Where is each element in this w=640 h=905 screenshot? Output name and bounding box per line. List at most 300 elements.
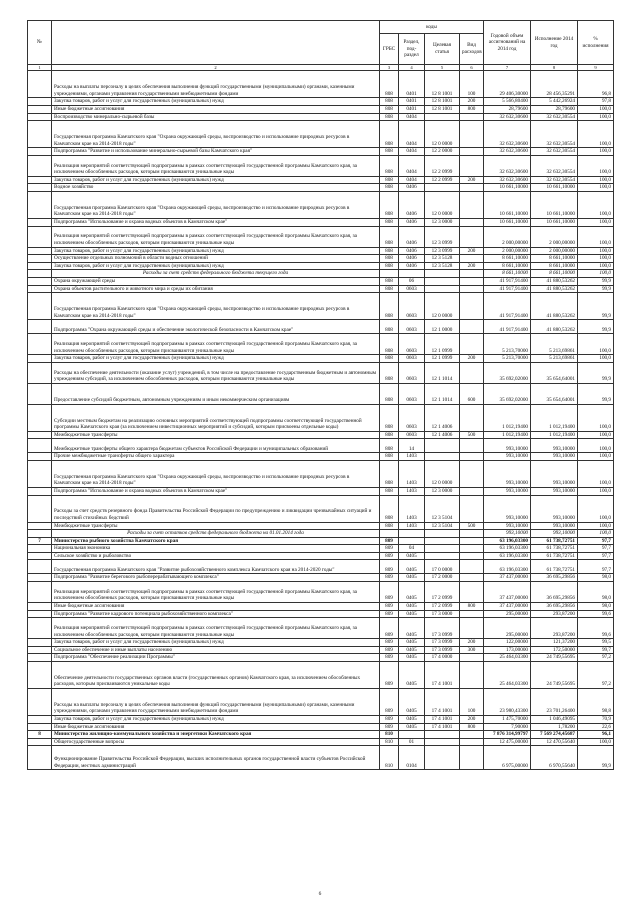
row-ispoln: 32 632,30554: [531, 121, 578, 148]
row-vr: [460, 487, 484, 495]
row-name: Государственная программа Камчатского края "Развитие рыбохозяйственного комплекса Камчатского края на 2014-2020 годы": [52, 560, 380, 574]
row-csr: 12 0 0000: [425, 460, 460, 487]
header-csr: Целевая статья: [425, 34, 460, 65]
row-csr: 12 8 1001: [425, 71, 460, 98]
table-row: [28, 106, 614, 114]
row-number: [28, 106, 52, 114]
row-plan: 32 632,30600: [484, 121, 531, 148]
row-csr: 17 3 0000: [425, 610, 460, 618]
row-razdel: 0405: [399, 560, 425, 574]
row-plan: 41 917,91400: [484, 277, 531, 285]
row-plan: 35 692,02000: [484, 362, 531, 383]
row-csr: 17 3 0999: [425, 618, 460, 639]
row-csr: 17 4 1001: [425, 689, 460, 716]
row-razdel: [399, 731, 425, 739]
row-ispoln: 7 569 274,45687: [531, 731, 578, 739]
row-number: [28, 530, 52, 538]
row-pct: 100,0: [578, 460, 614, 487]
row-razdel: 0603: [399, 362, 425, 383]
budget-table: [27, 20, 614, 770]
row-ispoln: 61 738,72751: [531, 560, 578, 574]
row-razdel: 0603: [399, 404, 425, 431]
row-csr: 12 1 1014: [425, 383, 460, 404]
row-csr: 12 3 5128: [425, 255, 460, 263]
row-vr: [460, 277, 484, 285]
row-pct: 100,0: [578, 453, 614, 461]
table-row: [28, 247, 614, 255]
row-vr: [460, 574, 484, 582]
row-razdel: 0406: [399, 218, 425, 226]
row-number: [28, 148, 52, 156]
row-csr: 12 0 0000: [425, 293, 460, 320]
row-grbs: 808: [380, 320, 399, 334]
row-name: Расходы за счет остатков средств федерального бюджета на 01.01.2014 года: [52, 530, 380, 538]
row-number: [28, 603, 52, 611]
row-name: Подпрограмма "Охрана окружающей среды и обеспечение экологической безопасности в Камчатском крае": [52, 320, 380, 334]
row-grbs: 810: [380, 738, 399, 746]
row-grbs: 808: [380, 293, 399, 320]
row-number: [28, 191, 52, 218]
row-name: Расходы за счет средств федерального бюджета текущего года: [52, 270, 380, 278]
row-vr: [460, 460, 484, 487]
row-vr: 800: [460, 106, 484, 114]
row-plan: 993,10000: [484, 487, 531, 495]
header-name: [52, 21, 380, 65]
row-ispoln: 5 213,69861: [531, 355, 578, 363]
row-csr: 12 3 0999: [425, 226, 460, 247]
row-name: Подпрограмма "Развитие кадрового потенциала рыбохозяйственного комплекса": [52, 610, 380, 618]
row-razdel: 0406: [399, 262, 425, 270]
row-name: Закупка товаров, работ и услуг для государственных (муниципальных) нужд: [52, 262, 380, 270]
row-grbs: 809: [380, 618, 399, 639]
row-plan: 993,10000: [484, 530, 531, 538]
row-vr: [460, 404, 484, 431]
row-csr: [425, 113, 460, 121]
row-name: Иные бюджетные ассигнования: [52, 106, 380, 114]
row-plan: 5 213,70000: [484, 355, 531, 363]
row-number: [28, 495, 52, 522]
row-vr: 200: [460, 98, 484, 106]
column-number-cell: 2: [52, 65, 380, 71]
row-csr: 12 2 0999: [425, 155, 460, 176]
row-vr: [460, 560, 484, 574]
table-row: [28, 610, 614, 618]
table-row: [28, 560, 614, 574]
row-razdel: 0405: [399, 618, 425, 639]
row-plan: 6 975,00000: [484, 746, 531, 770]
table-row: [28, 155, 614, 176]
row-number: [28, 582, 52, 603]
row-plan: 295,00000: [484, 610, 531, 618]
row-number: [28, 453, 52, 461]
header-vr: Вид расходов: [460, 34, 484, 65]
row-razdel: 0104: [399, 746, 425, 770]
row-plan: 63 196,03300: [484, 560, 531, 574]
row-ispoln: 293,87200: [531, 610, 578, 618]
row-csr: [425, 530, 460, 538]
row-csr: 12 0 0000: [425, 191, 460, 218]
row-pct: 96,1: [578, 731, 614, 739]
row-plan: 295,00000: [484, 618, 531, 639]
row-number: [28, 431, 52, 439]
row-csr: [425, 552, 460, 560]
row-plan: 32 632,30600: [484, 155, 531, 176]
row-name: Субсидии местным бюджетам на реализацию основных мероприятий соответствующей подпрограммы соответствующей государственной программы Камчатского края (за исключением инвестиционных мероприятий и субсидий, которым присвоены отдельные коды): [52, 404, 380, 431]
row-ispoln: 6 970,55640: [531, 746, 578, 770]
row-plan: 993,10000: [484, 453, 531, 461]
row-csr: [425, 277, 460, 285]
row-number: [28, 362, 52, 383]
table-row: [28, 98, 614, 106]
row-name: Подпрограмма "Обеспечение реализации Программы": [52, 654, 380, 662]
row-grbs: 809: [380, 689, 399, 716]
row-razdel: 0603: [399, 383, 425, 404]
row-plan: 173,00000: [484, 646, 531, 654]
row-grbs: 808: [380, 439, 399, 453]
table-row: [28, 362, 614, 383]
table-row: [28, 383, 614, 404]
table-body: [28, 71, 614, 770]
row-plan: 7 876 314,99797: [484, 731, 531, 739]
row-razdel: 0405: [399, 603, 425, 611]
row-name: Государственная программа Камчатского края "Охрана окружающей среды, воспроизводство и использование природных ресурсов в Камчатском крае на 2014-2018 годы": [52, 191, 380, 218]
header-ispoln: Исполнение 2014 год: [531, 21, 578, 65]
row-name: Реализация мероприятий соответствующей подпрограммы в рамках соответствующей государственной программы Камчатского края, за исключением обособленных расходов, которым присваиваются уникальные коды: [52, 226, 380, 247]
row-name: Государственная программа Камчатского края "Охрана окружающей среды, воспроизводство и использование природных ресурсов в Камчатском крае на 2014-2018 годы": [52, 293, 380, 320]
row-razdel: 1403: [399, 460, 425, 487]
row-razdel: 0404: [399, 121, 425, 148]
table-row: [28, 148, 614, 156]
row-grbs: 808: [380, 191, 399, 218]
row-ispoln: 61 738,72751: [531, 545, 578, 553]
row-name: Обеспечение деятельности государственных органов власти (государственных органов) Камчатского края, за исключением обособленных расходов, которым присваиваются уникальные коды: [52, 662, 380, 689]
row-pct: 100,0: [578, 262, 614, 270]
row-number: [28, 560, 52, 574]
table-row: [28, 716, 614, 724]
row-grbs: 808: [380, 98, 399, 106]
row-vr: [460, 654, 484, 662]
row-number: [28, 574, 52, 582]
row-csr: [425, 184, 460, 192]
row-razdel: 04: [399, 545, 425, 553]
row-grbs: 808: [380, 226, 399, 247]
row-csr: 12 1 0999: [425, 355, 460, 363]
row-csr: 12 8 1001: [425, 106, 460, 114]
table-row: [28, 460, 614, 487]
row-vr: 500: [460, 522, 484, 530]
row-grbs: 808: [380, 404, 399, 431]
row-vr: [460, 495, 484, 522]
table-row: [28, 262, 614, 270]
row-number: [28, 618, 52, 639]
row-pct: 97,2: [578, 654, 614, 662]
row-plan: 25 464,03300: [484, 662, 531, 689]
row-name: Реализация мероприятий соответствующей подпрограммы в рамках соответствующей государственной программы Камчатского края, за исключением обособленных расходов, которым присваиваются уникальные коды: [52, 334, 380, 355]
row-name: Закупка товаров, работ и услуг для государственных (муниципальных) нужд: [52, 247, 380, 255]
header-codes: коды: [380, 21, 484, 34]
row-razdel: 0406: [399, 184, 425, 192]
row-csr: 12 1 1014: [425, 362, 460, 383]
row-csr: 12 3 5128: [425, 262, 460, 270]
row-plan: 41 917,91400: [484, 285, 531, 293]
row-vr: [460, 738, 484, 746]
row-plan: 1 012,19400: [484, 404, 531, 431]
row-vr: [460, 218, 484, 226]
row-csr: 12 3 0000: [425, 487, 460, 495]
row-pct: 97,7: [578, 560, 614, 574]
row-razdel: 0401: [399, 71, 425, 98]
row-grbs: 809: [380, 646, 399, 654]
row-grbs: 808: [380, 362, 399, 383]
row-vr: 800: [460, 723, 484, 731]
row-number: [28, 610, 52, 618]
row-grbs: 808: [380, 495, 399, 522]
table-row: [28, 654, 614, 662]
row-razdel: 0404: [399, 148, 425, 156]
row-pct: 100,0: [578, 355, 614, 363]
column-number-cell: 8: [531, 65, 578, 71]
row-plan: 12 475,00000: [484, 738, 531, 746]
row-name: Общегосударственные вопросы: [52, 738, 380, 746]
row-csr: 12 1 0000: [425, 320, 460, 334]
row-number: [28, 522, 52, 530]
row-grbs: 808: [380, 155, 399, 176]
row-pct: 99,7: [578, 646, 614, 654]
row-number: 8: [28, 731, 52, 739]
row-pct: 98,0: [578, 582, 614, 603]
row-ispoln: 993,10000: [531, 453, 578, 461]
row-ispoln: 2 000,00000: [531, 226, 578, 247]
table-row: [28, 582, 614, 603]
row-vr: 300: [460, 646, 484, 654]
header-razdel: Раздел, под-раздел: [399, 34, 425, 65]
row-name: Подпрограмма "Использование и охрана водных объектов в Камчатском крае": [52, 487, 380, 495]
row-plan: 7,90000: [484, 723, 531, 731]
row-ispoln: 1 012,19400: [531, 431, 578, 439]
row-name: Подпрограмма "Использование и охрана водных объектов в Камчатском крае": [52, 218, 380, 226]
table-row: [28, 530, 614, 538]
row-ispoln: 24 749,55695: [531, 654, 578, 662]
row-grbs: 809: [380, 537, 399, 545]
table-row: [28, 270, 614, 278]
row-vr: 500: [460, 431, 484, 439]
row-pct: 98,8: [578, 689, 614, 716]
row-name: Сельское хозяйство и рыболовство: [52, 552, 380, 560]
row-grbs: 808: [380, 148, 399, 156]
row-csr: 17 4 1001: [425, 716, 460, 724]
row-vr: [460, 537, 484, 545]
row-razdel: 0405: [399, 582, 425, 603]
row-vr: [460, 362, 484, 383]
row-name: Расходы на обеспечение деятельности (оказание услуг) учреждений, в том числе на предоставление государственным бюджетным и автономным учреждениям субсидий, за исключением обособленных расходов, которым присваиваются уникальные коды: [52, 362, 380, 383]
row-grbs: 808: [380, 453, 399, 461]
row-razdel: 0603: [399, 431, 425, 439]
row-razdel: 0603: [399, 293, 425, 320]
row-pct: 97,2: [578, 662, 614, 689]
page-number: 6: [318, 891, 322, 897]
row-csr: 17 3 0999: [425, 646, 460, 654]
row-vr: [460, 662, 484, 689]
row-grbs: 809: [380, 582, 399, 603]
row-number: [28, 689, 52, 716]
row-grbs: 808: [380, 383, 399, 404]
row-vr: 600: [460, 383, 484, 404]
row-ispoln: 32 632,30554: [531, 155, 578, 176]
row-name: Социальное обеспечение и иные выплаты населению: [52, 646, 380, 654]
row-plan: 1 012,19400: [484, 431, 531, 439]
row-vr: 200: [460, 262, 484, 270]
row-csr: [425, 738, 460, 746]
row-csr: 17 4 1001: [425, 662, 460, 689]
row-grbs: [380, 270, 399, 278]
row-pct: 99,6: [578, 618, 614, 639]
row-csr: 17 2 0999: [425, 603, 460, 611]
row-name: Осуществление отдельных полномочий в области водных отношений: [52, 255, 380, 263]
row-ispoln: 41 880,53262: [531, 285, 578, 293]
row-pct: 98,0: [578, 574, 614, 582]
row-razdel: [399, 530, 425, 538]
row-csr: 12 2 0000: [425, 148, 460, 156]
row-razdel: 01: [399, 738, 425, 746]
table-row: [28, 439, 614, 453]
table-row: [28, 487, 614, 495]
table-row: [28, 723, 614, 731]
row-razdel: 0603: [399, 355, 425, 363]
row-number: [28, 383, 52, 404]
row-name: Функционирование Правительства Российской Федерации, высших исполнительных органов государственной власти субъектов Российской Федерации, местных администраций: [52, 746, 380, 770]
row-number: [28, 723, 52, 731]
row-name: Предоставление субсидий бюджетным, автономным учреждениям и иным некоммерческим организациям: [52, 383, 380, 404]
row-razdel: 0406: [399, 247, 425, 255]
row-pct: 100,0: [578, 439, 614, 453]
row-vr: [460, 439, 484, 453]
table-row: [28, 746, 614, 770]
table-row: [28, 113, 614, 121]
row-vr: 800: [460, 603, 484, 611]
row-razdel: 0603: [399, 334, 425, 355]
row-ispoln: 61 738,72751: [531, 552, 578, 560]
row-plan: 8 661,10000: [484, 262, 531, 270]
row-vr: [460, 334, 484, 355]
row-csr: 17 2 0999: [425, 582, 460, 603]
row-csr: [425, 439, 460, 453]
row-plan: 993,10000: [484, 439, 531, 453]
row-number: [28, 121, 52, 148]
row-pct: 22,6: [578, 723, 614, 731]
row-name: Иные бюджетные ассигнования: [52, 603, 380, 611]
row-vr: [460, 530, 484, 538]
row-number: [28, 285, 52, 293]
row-razdel: 0405: [399, 552, 425, 560]
row-name: Государственная программа Камчатского края "Охрана окружающей среды, воспроизводство и использование природных ресурсов в Камчатском крае на 2014-2018 годы": [52, 460, 380, 487]
row-pct: 99,9: [578, 277, 614, 285]
header-plan: Годовой объем ассигнований на 2014 год: [484, 21, 531, 65]
row-name: Воспроизводство минерально-сырьевой базы: [52, 113, 380, 121]
row-grbs: 810: [380, 746, 399, 770]
row-vr: [460, 255, 484, 263]
row-vr: [460, 226, 484, 247]
row-vr: [460, 610, 484, 618]
row-ispoln: 23 701,26400: [531, 689, 578, 716]
row-pct: 100,0: [578, 431, 614, 439]
table-row: [28, 277, 614, 285]
row-csr: 12 3 0000: [425, 218, 460, 226]
row-pct: 100,0: [578, 487, 614, 495]
row-ispoln: 10 661,10000: [531, 184, 578, 192]
row-csr: 12 1 0999: [425, 334, 460, 355]
row-vr: [460, 191, 484, 218]
row-ispoln: 993,10000: [531, 439, 578, 453]
row-csr: 17 3 0999: [425, 639, 460, 647]
row-ispoln: 1 012,19400: [531, 404, 578, 431]
row-grbs: 808: [380, 355, 399, 363]
row-number: 7: [28, 537, 52, 545]
row-number: [28, 255, 52, 263]
row-pct: 100,0: [578, 247, 614, 255]
row-grbs: 809: [380, 723, 399, 731]
row-plan: 32 632,30600: [484, 148, 531, 156]
row-grbs: 809: [380, 552, 399, 560]
row-number: [28, 460, 52, 487]
row-name: Закупка товаров, работ и услуг для государственных (муниципальных) нужд: [52, 98, 380, 106]
table-row: [28, 191, 614, 218]
row-ispoln: 993,10000: [531, 460, 578, 487]
row-pct: 100,0: [578, 184, 614, 192]
table-row: [28, 121, 614, 148]
row-vr: 200: [460, 355, 484, 363]
row-pct: 97,7: [578, 552, 614, 560]
row-number: [28, 270, 52, 278]
row-name: Реализация мероприятий соответствующей подпрограммы в рамках соответствующей государственной программы Камчатского края, за исключением обособленных расходов, которым присваиваются уникальные коды: [52, 618, 380, 639]
row-ispoln: 5 442,26924: [531, 98, 578, 106]
row-grbs: 809: [380, 639, 399, 647]
column-number-cell: 1: [28, 65, 52, 71]
row-number: [28, 439, 52, 453]
row-pct: 100,0: [578, 106, 614, 114]
row-vr: 200: [460, 716, 484, 724]
row-ispoln: 1,78200: [531, 723, 578, 731]
row-pct: 99,9: [578, 285, 614, 293]
row-razdel: 0406: [399, 226, 425, 247]
row-vr: [460, 545, 484, 553]
row-ispoln: 993,10000: [531, 522, 578, 530]
row-vr: [460, 320, 484, 334]
table-row: [28, 285, 614, 293]
row-pct: 100,0: [578, 404, 614, 431]
row-vr: [460, 453, 484, 461]
row-name: Национальная экономика: [52, 545, 380, 553]
row-razdel: 06: [399, 277, 425, 285]
row-vr: [460, 285, 484, 293]
row-number: [28, 113, 52, 121]
row-razdel: 0405: [399, 574, 425, 582]
row-grbs: 809: [380, 654, 399, 662]
table-row: [28, 255, 614, 263]
row-number: [28, 662, 52, 689]
row-grbs: 808: [380, 285, 399, 293]
row-vr: 100: [460, 689, 484, 716]
table-row: [28, 431, 614, 439]
row-grbs: 808: [380, 334, 399, 355]
row-csr: [425, 545, 460, 553]
row-csr: 12 2 0999: [425, 176, 460, 184]
row-plan: 1 475,70000: [484, 716, 531, 724]
row-pct: 100,0: [578, 226, 614, 247]
row-name: Охрана окружающей среды: [52, 277, 380, 285]
row-csr: 12 1 4006: [425, 404, 460, 431]
table-row: [28, 639, 614, 647]
row-plan: 993,10000: [484, 495, 531, 522]
